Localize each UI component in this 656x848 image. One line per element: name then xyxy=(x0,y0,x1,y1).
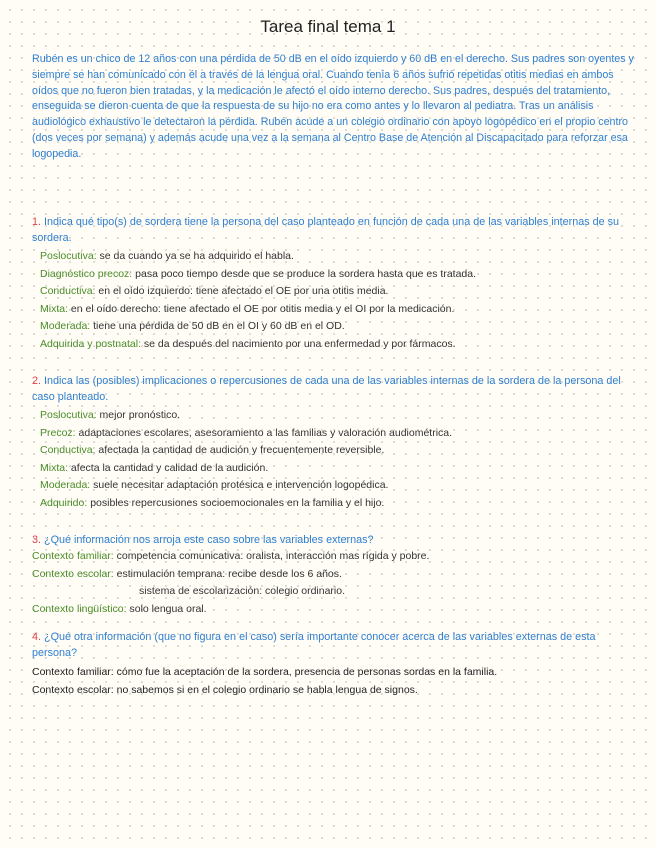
answer-desc: solo lengua oral. xyxy=(126,602,207,615)
list-item xyxy=(40,442,640,460)
list-item xyxy=(40,248,640,266)
answer-term: Mixta: xyxy=(40,302,69,315)
answer-term: Moderada: xyxy=(40,479,91,492)
question-3-text: ¿Qué información nos arroja este caso sobre las variables externas? xyxy=(44,534,374,546)
question-1-number: 1. xyxy=(32,216,42,228)
question-1-answers xyxy=(40,248,640,354)
answer-term: Contexto lingüístico: xyxy=(32,602,127,615)
list-item xyxy=(32,583,632,601)
answer-term: Moderada: xyxy=(40,320,91,333)
answer-term: Diagnóstico precoz: xyxy=(40,267,133,280)
question-4-text: ¿Qué otra información (que no figura en el caso) sería importante conocer acerca de las variables externas de esta persona? xyxy=(32,631,596,659)
answer-desc: suele necesitar adaptación protésica e intervención logopédica. xyxy=(90,479,389,492)
question-3 xyxy=(32,533,642,549)
question-4 xyxy=(32,630,642,661)
answer-term: Conductiva: xyxy=(40,444,96,457)
answer-term: Poslocutiva: xyxy=(40,409,97,421)
answer-desc: en el oído izquierdo: tiene afectado el OE por una otitis media. xyxy=(95,285,389,298)
question-3-answers xyxy=(32,548,632,618)
list-item xyxy=(40,495,640,513)
question-1-text: Indica qué tipo(s) de sordera tiene la persona del caso planteado en función de cada una de las variables internas de su sordera. xyxy=(32,216,620,244)
question-2-answers xyxy=(40,407,640,513)
list-item: Contexto escolar: no sabemos si en el colegio ordinario se habla lengua de signos. xyxy=(32,683,418,696)
answer-term: Precoz: xyxy=(40,426,76,439)
question-2-number: 2. xyxy=(32,375,42,387)
list-item: Contexto familiar: cómo fue la aceptación de la sordera, presencia de personas sordas en la familia. xyxy=(32,666,498,678)
list-item xyxy=(40,425,640,443)
answer-desc: se da cuando ya se ha adquirido el habla. xyxy=(96,250,294,262)
answer-desc: sistema de escolarización: colegio ordinario. xyxy=(139,585,346,598)
question-4-answers xyxy=(32,664,632,699)
answer-desc: competencia comunicativa: oralista, interacción mas rígida y pobre. xyxy=(113,550,430,562)
answer-desc: tiene una pérdida de 50 dB en el OI y 60 dB en el OD. xyxy=(90,320,345,333)
list-item xyxy=(40,477,640,495)
question-1 xyxy=(32,215,642,246)
list-item xyxy=(40,336,640,354)
answer-desc: en el oído derecho: tiene afectado el OE por otitis media y el OI por la medicación. xyxy=(68,302,455,315)
list-item xyxy=(40,301,640,319)
answer-term: Conductiva: xyxy=(40,285,96,298)
list-item xyxy=(40,460,640,478)
answer-term: Poslocutiva: xyxy=(40,250,97,262)
case-description: Rubén es un chico de 12 años con una pérdida de 50 dB en el oído izquierdo y 60 dB en el derecho. Sus padres son oyentes y siempre se han comunicado con él a través de la lengua oral. Cuando tenía 6 años sufrió repetidas otitis medias en ambos oídos que no fueron bien tratadas, y la medicación le afectó el oído interno derecho. Sus padres, después del tratamiento, enseguida se dieron cuenta de que la respuesta de su hijo no era como antes y lo llevaron al pediatra. Tras un análisis audiológico exhaustivo le detectaron la pérdida. Rubén acude a un colegio ordinario con apoyo logopédico en el propio centro (dos veces por semana) y además acude una vez a la semana al Centro Base de Atención al Discapacitado para reforzar esa logopedia. xyxy=(32,53,634,160)
question-4-number: 4. xyxy=(32,631,42,643)
list-item xyxy=(32,601,632,619)
answer-desc: adaptaciones escolares, asesoramiento a las familias y valoración audiométrica. xyxy=(75,426,453,439)
answer-desc: afectada la cantidad de audición y frecuentemente reversible. xyxy=(95,444,385,457)
list-item xyxy=(40,266,640,284)
answer-term: Contexto familiar: xyxy=(32,550,114,562)
answer-term: Mixta: xyxy=(40,461,69,474)
answer-desc: pasa poco tiempo desde que se produce la sordera hasta que es tratada. xyxy=(132,267,477,280)
list-item xyxy=(32,566,632,584)
answer-desc: estimulación temprana: recibe desde los 6 años. xyxy=(113,567,342,580)
question-2 xyxy=(32,374,642,405)
answer-desc: posibles repercusiones socioemocionales en la familia y el hijo. xyxy=(87,496,385,509)
question-2-text: Indica las (posibles) implicaciones o repercusiones de cada una de las variables internas de la sordera de la persona del caso planteado. xyxy=(32,375,621,403)
page-title: Tarea final tema 1 xyxy=(260,17,396,36)
list-item xyxy=(40,407,640,425)
answer-term: Adquirida y postnatal: xyxy=(40,337,141,350)
answer-desc: mejor pronóstico. xyxy=(96,409,181,421)
list-item xyxy=(40,283,640,301)
list-item xyxy=(40,318,640,336)
answer-desc: afecta la cantidad y calidad de la audición. xyxy=(68,461,269,474)
question-3-number: 3. xyxy=(32,534,42,546)
answer-desc: se da después del nacimiento por una enfermedad y por fármacos. xyxy=(140,337,456,350)
list-item xyxy=(32,548,632,566)
answer-term: Adquirido: xyxy=(40,496,88,509)
answer-term: Contexto escolar: xyxy=(32,567,114,580)
